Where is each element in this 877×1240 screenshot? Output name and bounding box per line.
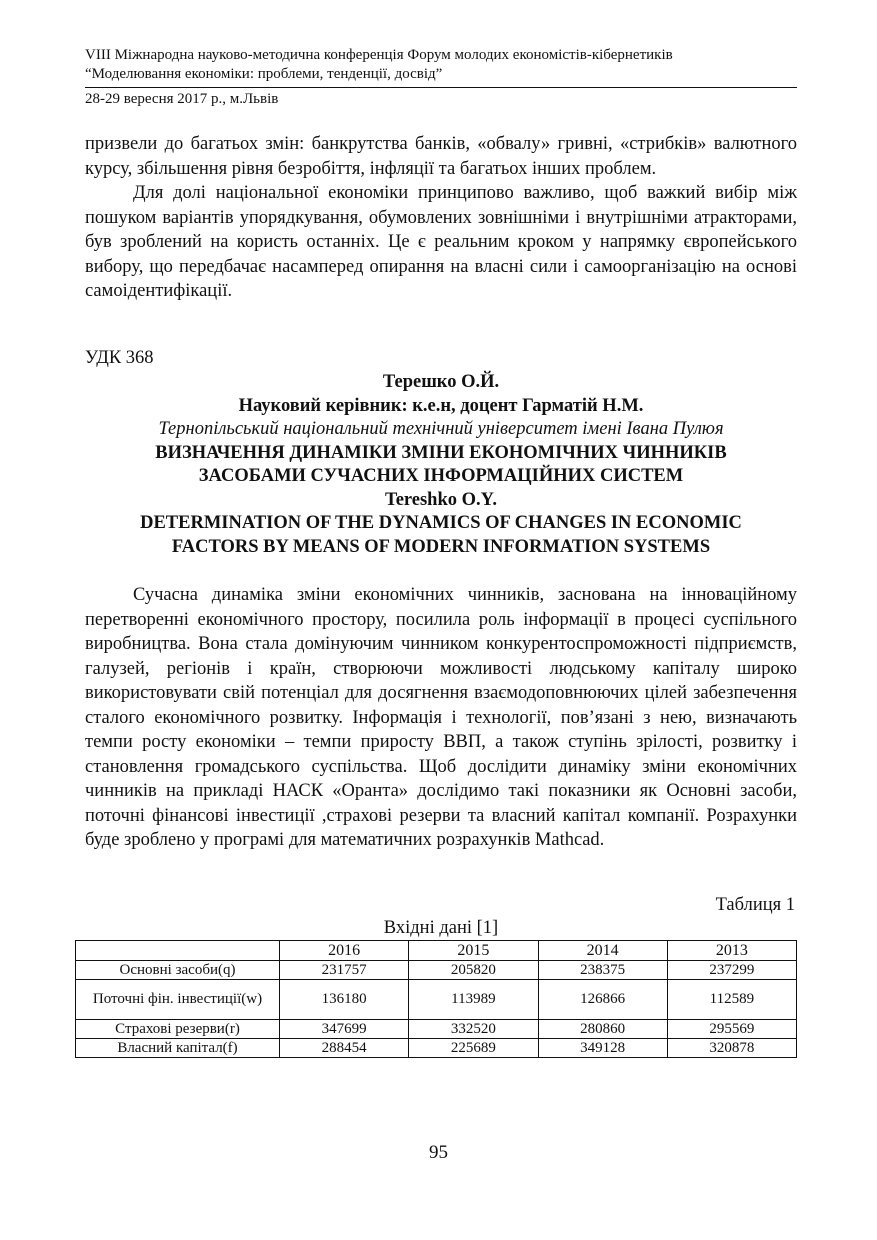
table-row <box>76 1039 797 1058</box>
input-data-table <box>75 940 797 1058</box>
header-conference-line: VIII Міжнародна науково-методична конференція Форум молодих економістів-кібернетиків <box>85 47 673 63</box>
table-cell: 136180 <box>280 980 409 1020</box>
header-date-line: 28-29 вересня 2017 р., м.Львів <box>85 87 797 109</box>
row-label: Власний капітал(f) <box>76 1039 280 1058</box>
page-number: 95 <box>429 1142 448 1163</box>
table-cell: 280860 <box>538 1020 667 1039</box>
table-cell: 113989 <box>409 980 538 1020</box>
table-cell: 295569 <box>667 1020 796 1039</box>
table-cell: 238375 <box>538 961 667 980</box>
row-label: Страхові резерви(r) <box>76 1020 280 1039</box>
affiliation: Тернопільський національний технічний університет імені Івана Пулюя <box>158 419 724 439</box>
table-cell: 237299 <box>667 961 796 980</box>
title-ua-line-1: ВИЗНАЧЕННЯ ДИНАМІКИ ЗМІНИ ЕКОНОМІЧНИХ ЧИННИКІВ <box>155 442 727 463</box>
intro-paragraph-1: призвели до багатьох змін: банкрутства банків, «обвалу» гривні, «стрибків» валютного курсу, збільшення рівня безробіття, інфляції та багатьох інших проблем. <box>85 134 797 179</box>
supervisor: Науковий керівник: к.е.н, доцент Гарматій Н.М. <box>238 395 644 416</box>
table-cell: 349128 <box>538 1039 667 1058</box>
article-title-block <box>85 371 797 559</box>
title-ua-line-2: ЗАСОБАМИ СУЧАСНИХ ІНФОРМАЦІЙНИХ СИСТЕМ <box>198 466 684 486</box>
table-header-cell: 2015 <box>409 941 538 961</box>
header-theme-line: “Моделювання економіки: проблеми, тенденції, досвід” <box>85 66 443 82</box>
table-header-cell: 2014 <box>538 941 667 961</box>
table-cell: 288454 <box>280 1039 409 1058</box>
table-cell: 225689 <box>409 1039 538 1058</box>
article-body <box>85 583 797 853</box>
table-cell: 231757 <box>280 961 409 980</box>
author-name-en: Tereshko O.Y. <box>385 489 497 510</box>
table-cell: 112589 <box>667 980 796 1020</box>
intro-paragraph-2: Для долі національної економіки принципово важливо, щоб важкий вибір між пошуком варіантів упорядкування, обумовлених зовнішніми і внутрішніми атракторами, був зроблений на користь останніх. Це є реальним кроком у напрямку європейського вибору, що передбачає насамперед опирання на власні сили і самоорганізацію на основі самоідентифікації. <box>85 183 797 301</box>
table-header-cell <box>76 941 280 961</box>
table-cell: 320878 <box>667 1039 796 1058</box>
table-row <box>76 961 797 980</box>
author-name: Терешко О.Й. <box>382 372 500 392</box>
table-header-cell: 2013 <box>667 941 796 961</box>
table-cell: 347699 <box>280 1020 409 1039</box>
table-cell: 205820 <box>409 961 538 980</box>
table-cell: 332520 <box>409 1020 538 1039</box>
title-en-line-2: FACTORS BY MEANS OF MODERN INFORMATION SYSTEMS <box>171 536 711 557</box>
row-label: Основні засоби(q) <box>76 961 280 980</box>
intro-text <box>85 132 797 304</box>
body-paragraph: Сучасна динаміка зміни економічних чинників, заснована на інноваційному перетворенні економічного простору, посилила роль інформації в процесі суспільного виробництва. Вона стала домінуючим чинником конкурентоспроможності підприємств, галузей, регіонів і країн, створюючи можливості людському капіталу широко використовувати свій потенціал для досягнення взаємодоповнюючих цілей забезпечення сталого економічного розвитку. Інформація і технології, пов’язані з нею, визначають темпи росту економіки – темпи приросту ВВП, а також ступінь зрілості, розвитку і становлення громадського суспільства. Щоб дослідити динаміку зміни економічних чинників на прикладі НАСК «Оранта» дослідимо такі показники як Основні засоби, поточні фінансові інвестиції ,страхові резерви та власний капітал компанії. Розрахунки буде зроблено у програмі для математичних розрахунків Mathcad. <box>85 585 797 850</box>
row-label: Поточні фін. інвестиції(w) <box>76 980 280 1020</box>
table-row <box>76 980 797 1020</box>
table-label: Таблиця 1 <box>715 895 795 915</box>
table-title: Вхідні дані [1] <box>383 918 499 938</box>
table-row <box>76 1020 797 1039</box>
running-header <box>85 46 797 109</box>
table-cell: 126866 <box>538 980 667 1020</box>
udk-code: УДК 368 <box>85 348 154 368</box>
table-header-row <box>76 941 797 961</box>
title-en-line-1: DETERMINATION OF THE DYNAMICS OF CHANGES IN ECONOMIC <box>140 513 742 533</box>
table-header-cell: 2016 <box>280 941 409 961</box>
